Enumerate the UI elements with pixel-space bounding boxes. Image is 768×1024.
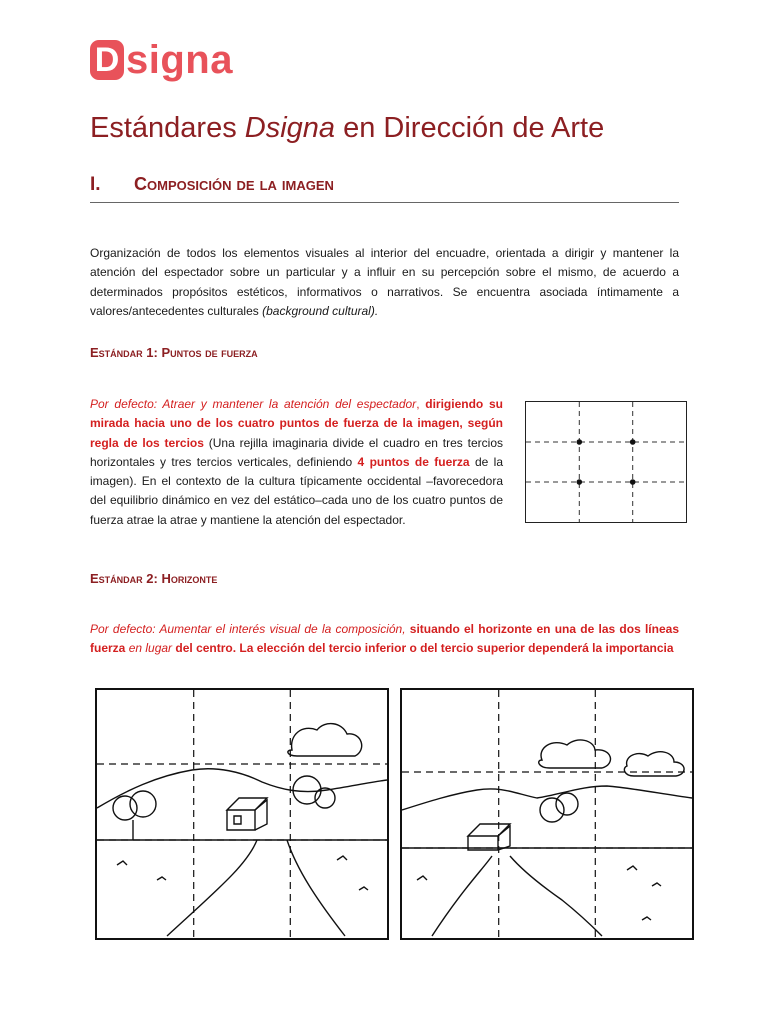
standard-1-points: 4 puntos de fuerza [357, 454, 470, 469]
logo-wordmark: signa [126, 38, 233, 82]
title-brand: Dsigna [244, 112, 336, 144]
section-heading [90, 174, 679, 203]
tree [540, 798, 564, 822]
power-point-4 [630, 479, 636, 485]
hills-line [402, 786, 692, 810]
intro-text: Organización de todos los elementos visuales al interior del encuadre, orientada a dirigir y mantener la atención del espectador sobre un particular y a influir en su percepción sobre el mismo, de acuerdo a determinados propósitos estéticos, informativos o narrativos. Se encuentra asociada íntimamente a valores/antecedentes culturales [90, 246, 679, 318]
landscape-sketch-low-horizon [95, 688, 389, 940]
standard-1-text: (Una rejilla imaginaria divide el cuadro en tres tercios horizontales y tres tercios verticales, definiendo [90, 435, 503, 469]
standard-1-text-2: de la imagen). En el contexto de la cultura típicamente occidental –favorecedora del equilibrio dinámico en vez del estático–cada uno de los cuatro puntos de fuerza atrae la atrae y mantiene la atención del espectador. [90, 454, 503, 527]
tree [293, 776, 321, 804]
document-title [90, 112, 604, 145]
standard-1-default: Por defecto: Atraer y mantener la atención del espectador [90, 397, 417, 411]
hills-line [97, 769, 387, 808]
logo-initial: D [90, 40, 124, 80]
path-left [167, 840, 257, 936]
house-roof [227, 798, 267, 810]
grass-strokes [117, 856, 368, 890]
rule-of-thirds-diagram [525, 401, 687, 523]
path-right [510, 856, 602, 936]
house-side [255, 800, 267, 830]
power-point-1 [577, 439, 583, 445]
landscape-1-grid [97, 690, 387, 938]
tree [130, 791, 156, 817]
tree [556, 793, 578, 815]
path-left [432, 856, 492, 936]
house-window [234, 816, 241, 824]
dsigna-logo [90, 40, 233, 80]
standard-1-paragraph [90, 395, 503, 530]
landscape-2-grid [402, 690, 692, 938]
standard-2-default: Por defecto: Aumentar el interés visual de la composición, [90, 622, 406, 636]
intro-paragraph [90, 244, 679, 321]
power-point-3 [577, 479, 583, 485]
landscape-1-drawing [97, 724, 387, 936]
standard-1-heading: Estándar 1: Puntos de fuerza [90, 345, 258, 360]
standard-2-emphasis: situando el horizonte en una de las dos líneas fuerza [90, 622, 679, 656]
path-right [287, 840, 345, 936]
house-roof [468, 824, 510, 836]
landscape-sketch-high-sky [400, 688, 694, 940]
power-point-2 [630, 439, 636, 445]
standard-1-comma: , [416, 397, 420, 411]
tree [113, 796, 137, 820]
standard-1-emphasis: dirigiendo su mirada hacia uno de los cuatro puntos de fuerza de la imagen, según regla de los tercios [90, 397, 503, 450]
title-suffix: en Dirección de Arte [335, 112, 605, 144]
section-title: Composición de la imagen [134, 174, 334, 194]
cloud [539, 740, 611, 768]
intro-italic: (background cultural). [262, 303, 379, 318]
landscape-2-svg [402, 690, 692, 938]
standard-2-paragraph [90, 620, 679, 659]
grass-strokes [417, 866, 661, 920]
thirds-grid-svg [526, 402, 686, 522]
landscape-1-svg [97, 690, 387, 938]
cloud [288, 724, 362, 756]
standard-2-heading: Estándar 2: Horizonte [90, 571, 218, 586]
section-number: I. [90, 174, 101, 195]
standard-2-italic: en lugar [128, 641, 173, 656]
standard-2-emphasis-2: del centro. La elección del tercio inferior o del tercio superior dependerá la importancia [172, 641, 674, 656]
landscape-2-drawing [402, 740, 692, 936]
title-prefix: Estándares [90, 112, 245, 144]
